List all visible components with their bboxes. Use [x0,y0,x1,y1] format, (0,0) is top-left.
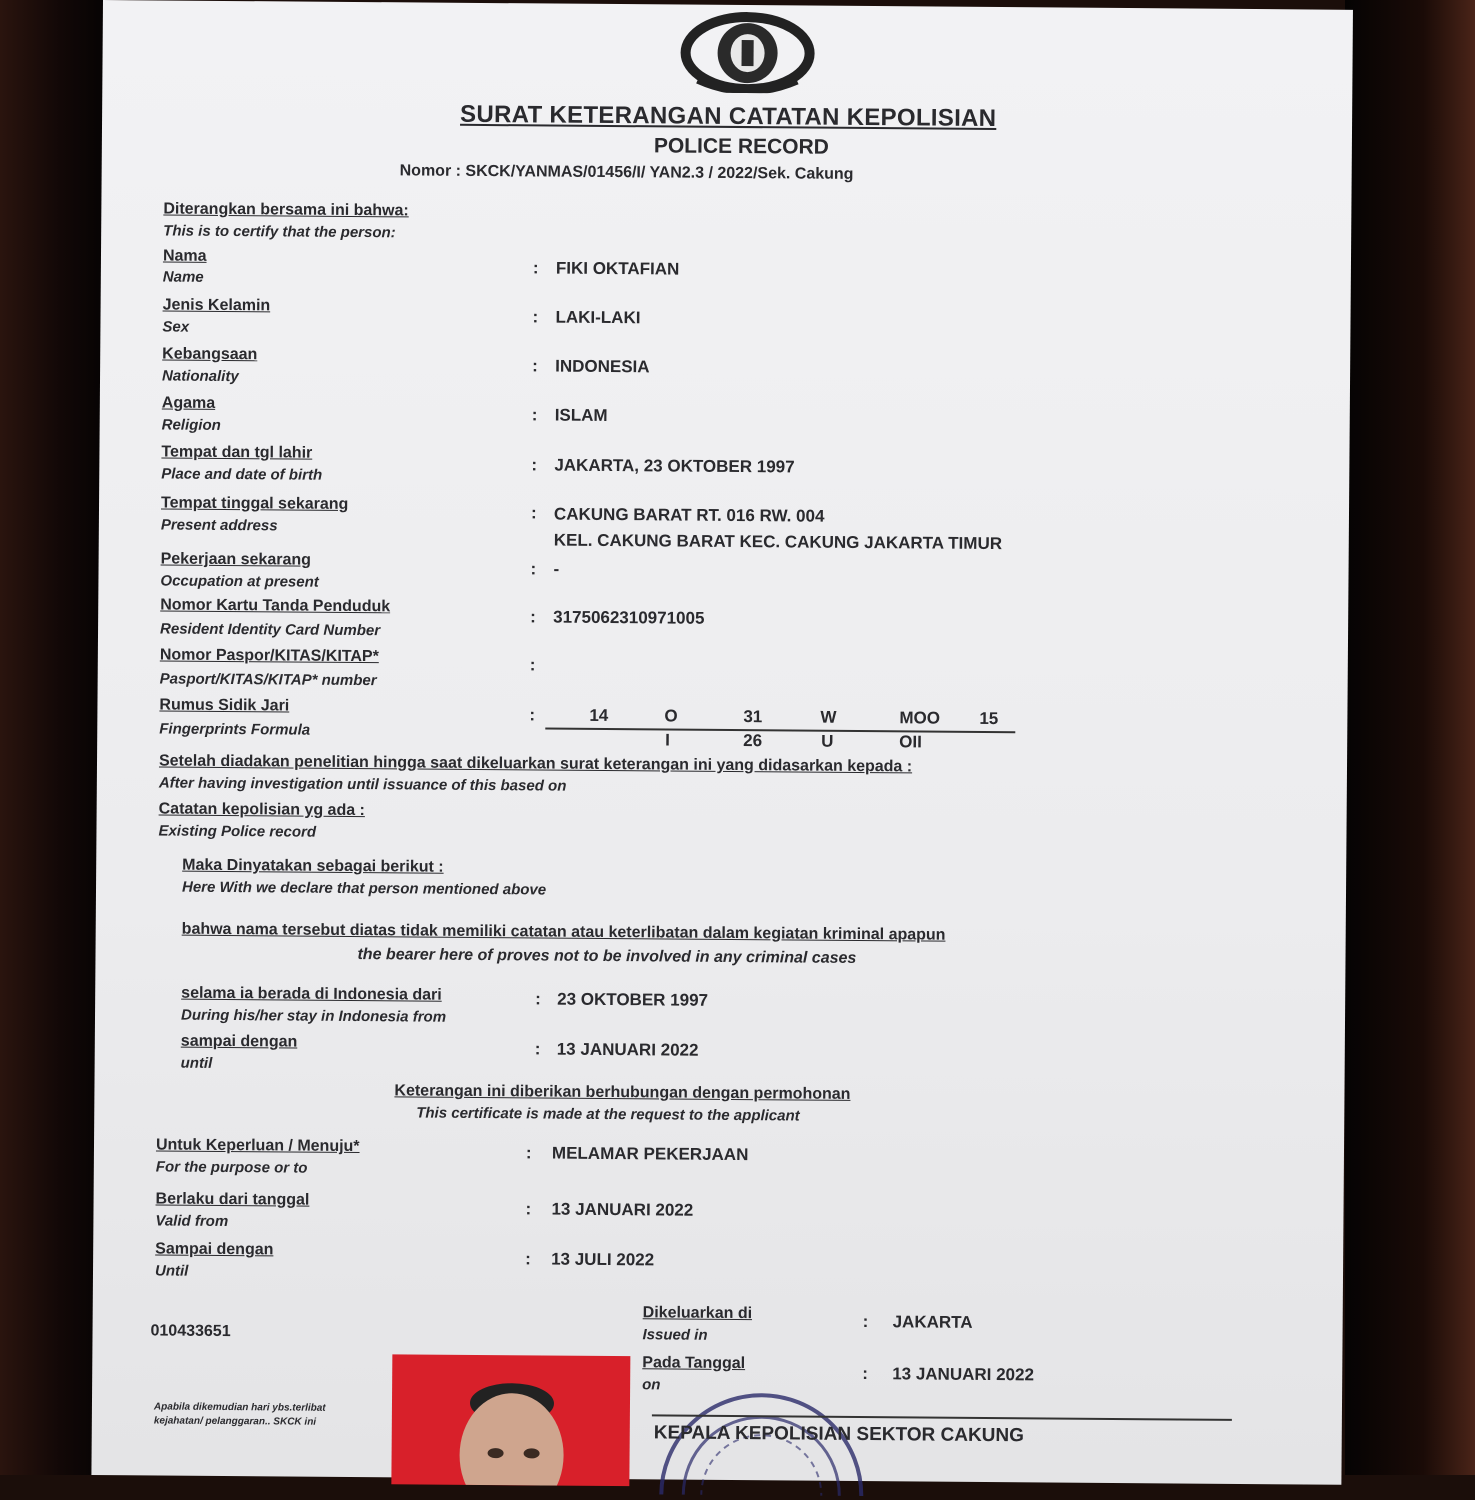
police-emblem-icon [677,7,818,94]
issued-colon: : [862,1364,868,1384]
stay-from-value: 23 OKTOBER 1997 [557,989,709,1010]
field-value-address-line2: KEL. CAKUNG BARAT KEC. CAKUNG JAKARTA TIMUR [553,530,1003,554]
applicant-photo [391,1354,630,1486]
request-label: Keterangan ini diberikan berhubungan dengan permohonan [394,1082,851,1103]
fingerprint-top-3: 31 [743,707,763,727]
field-label-name-en: Name [162,268,204,286]
field-label-address-en: Present address [160,516,278,535]
stay-from-label-en: During his/her stay in Indonesia from [180,1006,447,1026]
stay-until-label: sampai dengan [180,1032,298,1051]
declaration-statement: bahwa nama tersebut diatas tidak memiliki catatan atau keterlibatan dalam kegiatan kriminal apapun [181,920,946,944]
field-label-nationality: Kebangsaan [162,345,258,364]
issued-on-value: 13 JANUARI 2022 [892,1364,1035,1385]
field-colon: : [532,356,538,376]
field-label-occupation-en: Occupation at present [160,572,319,591]
field-colon: : [529,705,536,725]
field-value-sex: LAKI-LAKI [555,307,641,328]
signatory-title: KEPALA KEPOLISIAN SEKTOR CAKUNG [653,1422,1025,1447]
field-colon: : [532,307,539,327]
request-label-en: This certificate is made at the request to the applicant [416,1104,800,1125]
field-colon: : [531,455,538,475]
field-label-sex-en: Sex [162,318,190,336]
field-value-id-card: 3175062310971005 [553,607,705,628]
field-value-birth: JAKARTA, 23 OKTOBER 1997 [554,455,795,477]
field-colon: : [529,655,536,675]
valid-until-label: Sampai dengan [155,1240,274,1259]
field-colon: : [531,405,538,425]
stay-until-value: 13 JANUARI 2022 [556,1039,699,1060]
field-label-address: Tempat tinggal sekarang [160,494,349,513]
purpose-label: Untuk Keperluan / Menuju* [155,1136,360,1156]
fingerprint-divider [545,727,1015,733]
declaration-label: Maka Dinyatakan sebagai berikut : [182,856,444,876]
field-colon: : [532,258,539,278]
purpose-label-en: For the purpose or to [155,1158,308,1177]
phone-frame-right [1345,0,1475,1475]
footnote: Apabila dikemudian hari ybs.terlibat kejahatan/ pelanggaran.. SKCK ini [153,1401,326,1428]
intro-label-en: This is to certify that the person: [163,222,396,242]
purpose-colon: : [525,1143,532,1163]
field-label-passport-en: Pasport/KITAS/KITAP* number [159,670,377,690]
field-value-nationality: INDONESIA [555,356,650,377]
field-colon: : [530,559,537,579]
declaration-statement-en: the bearer here of proves not to be involved in any criminal cases [357,946,857,967]
intro-label: Diterangkan bersama ini bahwa: [163,200,409,220]
field-label-religion-en: Religion [161,416,221,434]
declaration-label-en: Here With we declare that person mentioned above [181,878,547,899]
issued-at-label: Dikeluarkan di [642,1304,753,1323]
document-number: Nomor : SKCK/YANMAS/01456/I/ YAN2.3 / 2022/Sek. Cakung [399,162,854,183]
valid-until-label-en: Until [154,1262,189,1280]
field-label-nationality-en: Nationality [161,367,239,386]
fingerprint-bottom-1: I [665,730,671,750]
fingerprint-top-2: O [664,706,678,726]
serial-number: 010433651 [150,1322,231,1341]
fingerprint-top-4: W [820,707,837,727]
police-record-document [91,0,1353,1485]
fingerprint-top-1: 14 [589,705,609,725]
investigation-label-en: After having investigation until issuance of this based on [158,774,567,795]
fingerprint-bottom-2: 26 [743,731,763,751]
valid-from-colon: : [525,1199,532,1219]
valid-until-value: 13 JULI 2022 [551,1249,655,1270]
stay-until-label-en: until [180,1054,213,1072]
valid-from-value: 13 JANUARI 2022 [551,1199,694,1220]
person-photo-icon [391,1354,630,1486]
fingerprint-top-6: 15 [979,708,999,729]
stay-from-label: selama ia berada di Indonesia dari [181,984,442,1004]
fingerprint-bottom-3: U [821,731,834,751]
document-title: SURAT KETERANGAN CATATAN KEPOLISIAN [460,100,997,133]
field-label-religion: Agama [161,394,216,412]
issued-at-value: JAKARTA [892,1312,973,1332]
issued-on-label-en: on [642,1376,661,1394]
purpose-value: MELAMAR PEKERJAAN [551,1143,749,1165]
stay-colon: : [535,989,541,1009]
issued-at-label-en: Issued in [642,1326,708,1344]
field-label-name: Nama [162,247,207,265]
issued-colon: : [862,1312,869,1332]
fingerprint-bottom-4: OII [899,732,922,752]
field-colon: : [530,607,536,627]
document-subtitle: POLICE RECORD [653,134,829,159]
fingerprint-top-5: MOO [899,708,941,728]
field-value-occupation: - [553,559,560,579]
investigation-label: Setelah diadakan penelitian hingga saat dikeluarkan surat keterangan ini yang didasarkan kepada : [158,752,913,776]
stay-colon: : [534,1039,541,1059]
field-label-id-card: Nomor Kartu Tanda Penduduk [160,596,391,616]
field-value-name: FIKI OKTAFIAN [555,258,680,279]
field-label-passport: Nomor Paspor/KITAS/KITAP* [159,646,379,666]
field-value-address-line1: CAKUNG BARAT RT. 016 RW. 004 [553,504,825,526]
police-record-label-en: Existing Police record [158,822,317,841]
valid-from-label-en: Valid from [155,1212,229,1231]
field-label-fingerprint-en: Fingerprints Formula [159,720,311,739]
field-label-birth-en: Place and date of birth [161,465,323,484]
field-value-religion: ISLAM [554,405,608,425]
field-label-id-card-en: Resident Identity Card Number [159,620,381,640]
valid-from-label: Berlaku dari tanggal [155,1190,310,1209]
field-label-sex: Jenis Kelamin [162,296,271,315]
field-colon: : [530,503,537,523]
field-label-birth: Tempat dan tgl lahir [161,443,313,462]
field-label-fingerprint: Rumus Sidik Jari [159,696,290,715]
police-record-label: Catatan kepolisian yg ada : [158,800,365,820]
field-label-occupation: Pekerjaan sekarang [160,550,312,569]
issued-on-label: Pada Tanggal [642,1354,746,1373]
valid-until-colon: : [525,1249,531,1269]
